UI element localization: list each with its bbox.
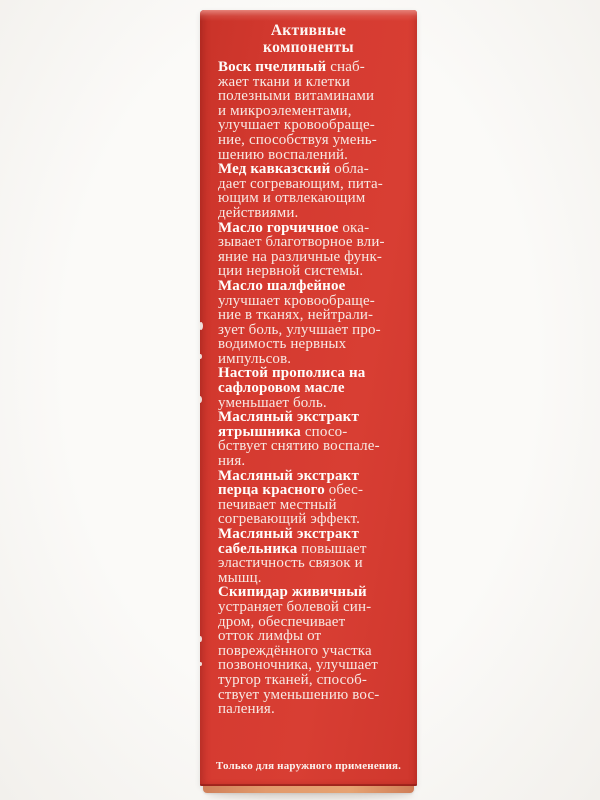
ingredient-paragraph bbox=[218, 527, 412, 585]
text-line: зывает благотворное вли- bbox=[218, 234, 385, 251]
text-line: эластичность связок и bbox=[218, 555, 363, 572]
ingredient-paragraph bbox=[218, 410, 412, 468]
text-line: ние, способствуя умень- bbox=[218, 131, 377, 148]
text-line: перца красного обес- bbox=[218, 482, 364, 499]
text-line: печивает местный bbox=[218, 496, 337, 513]
text-line: ции нервной системы. bbox=[218, 263, 364, 280]
box-edge-scuff bbox=[199, 354, 202, 359]
text-line: шению воспалений. bbox=[218, 146, 349, 163]
text-line: ние в тканях, нейтрали- bbox=[218, 307, 374, 324]
box-edge-scuff bbox=[199, 322, 203, 330]
text-line: паления. bbox=[218, 701, 275, 718]
ingredient-paragraph bbox=[218, 279, 412, 367]
text-line: и микроэлементами, bbox=[218, 102, 352, 119]
text-line: зует боль, улучшает про- bbox=[218, 321, 381, 338]
ingredients-list bbox=[218, 60, 412, 717]
ingredient-paragraph bbox=[218, 585, 412, 716]
box-edge-scuff bbox=[199, 662, 202, 666]
text-line: Масляный экстракт bbox=[218, 409, 359, 426]
text-line: сафлоровом масле bbox=[218, 380, 345, 397]
text-line: ния. bbox=[218, 453, 246, 470]
text-line: Масляный экстракт bbox=[218, 526, 359, 542]
text-line: водимость нервных bbox=[218, 336, 347, 353]
text-line: дром, обеспечивает bbox=[218, 613, 346, 630]
section-title-line-1: Активные bbox=[270, 22, 347, 39]
product-box-panel bbox=[200, 10, 417, 786]
external-use-warning: Только для наружного применения. bbox=[215, 760, 402, 772]
ingredient-paragraph bbox=[218, 221, 412, 279]
text-line: улучшает кровообраще- bbox=[218, 117, 375, 134]
text-line: уменьшает боль. bbox=[218, 394, 327, 411]
text-line: Масло горчичное ока- bbox=[218, 219, 370, 236]
text-line: устраняет болевой син- bbox=[218, 598, 372, 615]
box-edge-scuff bbox=[199, 636, 202, 642]
text-line: Мед кавказский обла- bbox=[218, 161, 369, 178]
text-line: бствует снятию воспале- bbox=[218, 438, 380, 455]
ingredient-paragraph bbox=[218, 366, 412, 410]
text-line: ятрышника спосо- bbox=[218, 423, 348, 440]
text-line: отток лимфы от bbox=[218, 628, 322, 645]
text-line: Скипидар живичный bbox=[218, 584, 367, 601]
box-bottom-fold bbox=[203, 786, 414, 793]
text-line: мышц. bbox=[218, 569, 262, 586]
ingredient-paragraph bbox=[218, 60, 412, 162]
text-line: тургор тканей, способ- bbox=[218, 671, 368, 688]
text-line: дает согревающим, пита- bbox=[218, 175, 383, 192]
text-line: согревающий эффект. bbox=[218, 511, 361, 528]
text-line: улучшает кровообраще- bbox=[218, 292, 375, 309]
ingredient-paragraph bbox=[218, 469, 412, 527]
text-line: Настой прополиса на bbox=[218, 365, 366, 382]
text-line: импульсов. bbox=[218, 350, 292, 367]
ingredient-paragraph bbox=[218, 162, 412, 220]
text-line: Воск пчелиный снаб- bbox=[218, 59, 365, 75]
text-line: повреждённого участка bbox=[218, 642, 372, 659]
text-line: жает ткани и клетки bbox=[218, 73, 350, 90]
text-line: ющим и отвлекающим bbox=[218, 190, 366, 207]
text-line: действиями. bbox=[218, 204, 299, 221]
text-line: позвоночника, улучшает bbox=[218, 657, 378, 674]
box-edge-scuff bbox=[198, 396, 202, 403]
box-top-fold bbox=[200, 10, 417, 21]
text-line: ствует уменьшению вос- bbox=[218, 686, 380, 703]
text-line: сабельника повышает bbox=[218, 540, 367, 557]
text-line: яние на различные функ- bbox=[218, 248, 383, 265]
section-title bbox=[200, 23, 417, 56]
text-line: Масло шалфейное bbox=[218, 277, 346, 294]
text-line: Масляный экстракт bbox=[218, 467, 359, 484]
section-title-line-2: компоненты bbox=[263, 38, 354, 56]
text-line: полезными витаминами bbox=[218, 88, 375, 105]
